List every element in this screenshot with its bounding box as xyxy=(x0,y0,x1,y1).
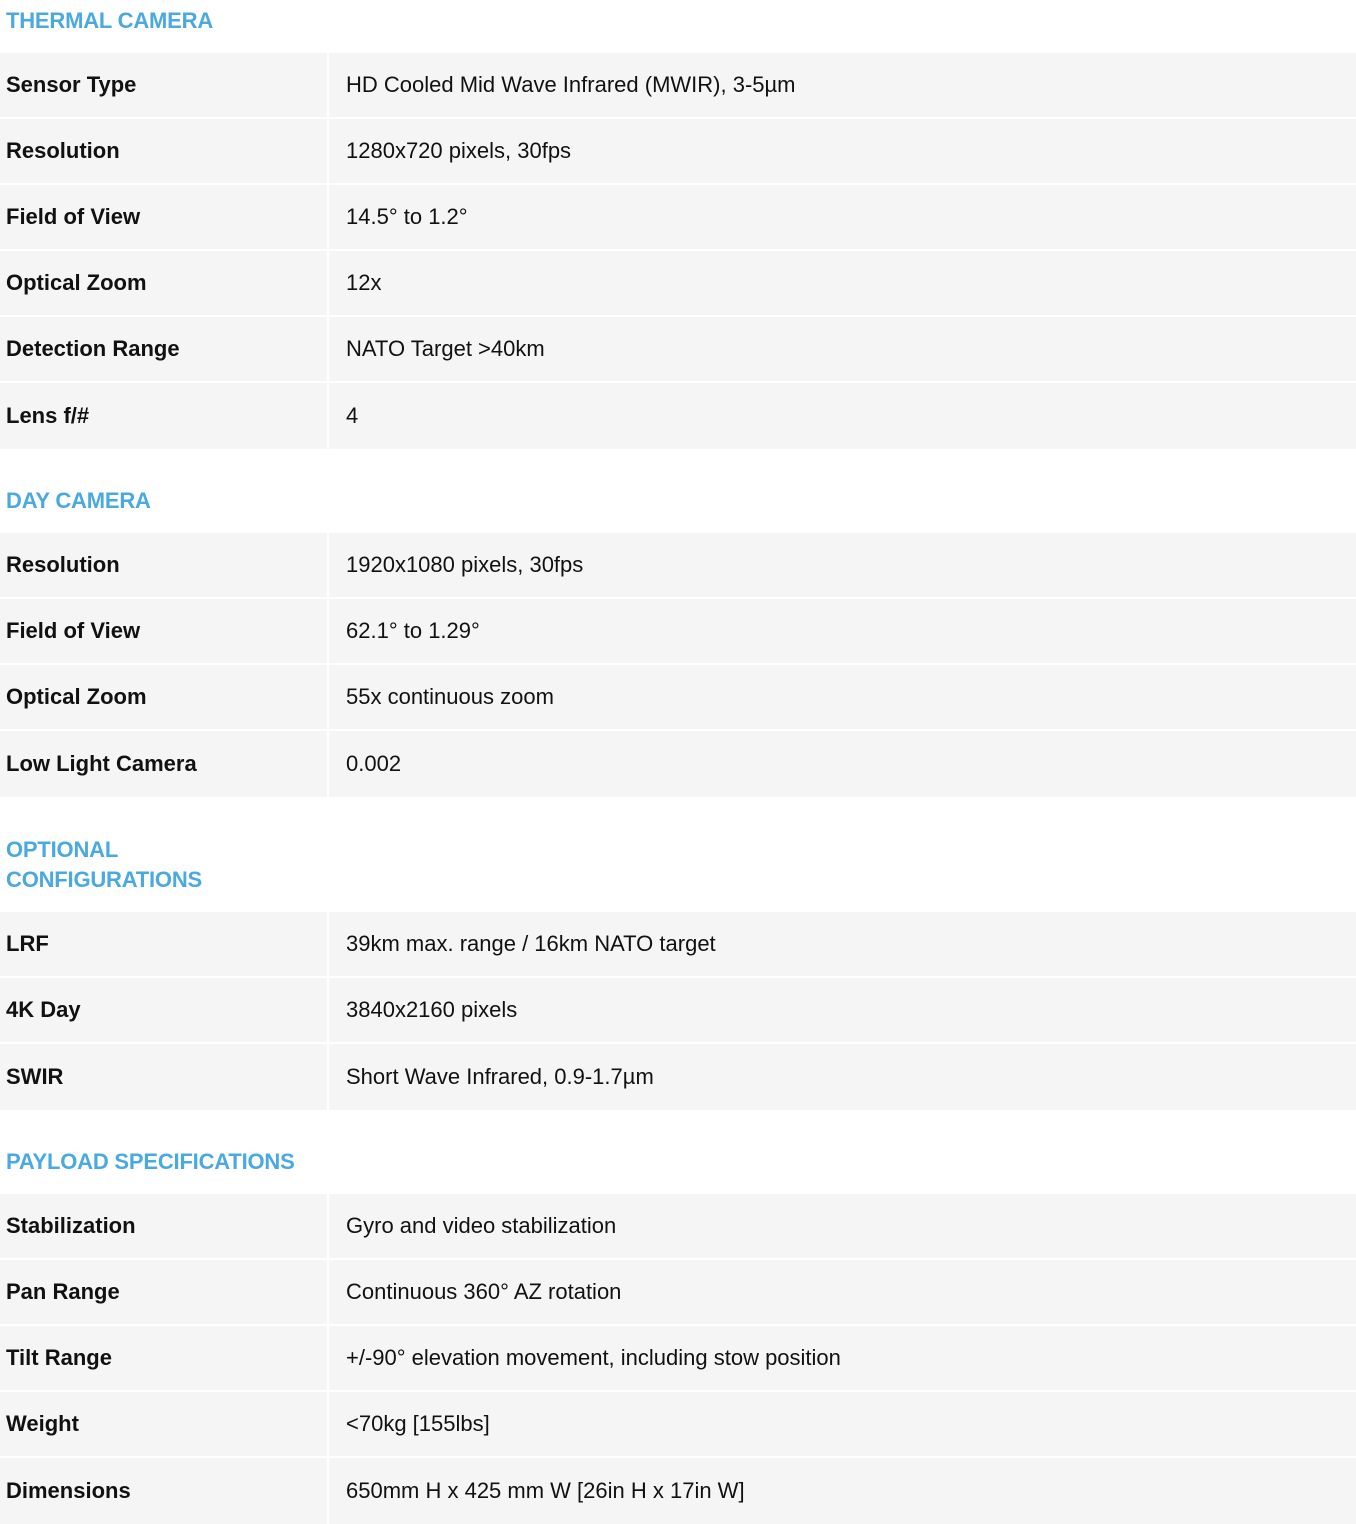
spec-label: Pan Range xyxy=(0,1260,329,1324)
spec-value: HD Cooled Mid Wave Infrared (MWIR), 3-5µm xyxy=(346,72,796,97)
spec-label: Dimensions xyxy=(0,1458,329,1524)
spec-label: LRF xyxy=(0,912,329,976)
spec-table-day-camera xyxy=(0,533,1356,797)
table-row xyxy=(0,978,1356,1044)
spec-value: Short Wave Infrared, 0.9-1.7µm xyxy=(346,1064,654,1089)
spec-label: Detection Range xyxy=(0,317,329,381)
table-row xyxy=(0,383,1356,449)
spec-table-thermal-camera xyxy=(0,53,1356,449)
table-row xyxy=(0,53,1356,119)
spec-value: Gyro and video stabilization xyxy=(346,1213,617,1238)
table-row xyxy=(0,185,1356,251)
section-title-line: OPTIONAL xyxy=(6,837,119,862)
spec-label: Resolution xyxy=(0,119,329,183)
spec-label: 4K Day xyxy=(0,978,329,1042)
spec-label: Optical Zoom xyxy=(0,251,329,315)
spec-value: 4 xyxy=(346,403,359,428)
spec-table-optional-configurations xyxy=(0,912,1356,1110)
spec-label: Sensor Type xyxy=(0,53,329,117)
table-row xyxy=(0,533,1356,599)
spec-value: 62.1° to 1.29° xyxy=(346,618,480,643)
section-title-optional-configurations xyxy=(0,797,1356,912)
table-row xyxy=(0,317,1356,383)
spec-value: 39km max. range / 16km NATO target xyxy=(346,931,716,956)
spec-label: Stabilization xyxy=(0,1194,329,1258)
table-row xyxy=(0,119,1356,185)
spec-label: Low Light Camera xyxy=(0,731,329,797)
table-row xyxy=(0,665,1356,731)
table-row xyxy=(0,1326,1356,1392)
spec-value: 55x continuous zoom xyxy=(346,684,554,709)
section-title-payload-specifications: PAYLOAD SPECIFICATIONS xyxy=(6,1149,295,1174)
spec-value: 14.5° to 1.2° xyxy=(346,204,468,229)
table-row xyxy=(0,912,1356,978)
spec-value: 1280x720 pixels, 30fps xyxy=(346,138,572,163)
spec-label: Lens f/# xyxy=(0,383,329,449)
table-row xyxy=(0,1044,1356,1110)
spec-label: Optical Zoom xyxy=(0,665,329,729)
spec-table-payload-specifications xyxy=(0,1194,1356,1524)
spec-value: Continuous 360° AZ rotation xyxy=(346,1279,622,1304)
spec-label: Weight xyxy=(0,1392,329,1456)
spec-value: +/-90° elevation movement, including stow position xyxy=(346,1345,841,1370)
spec-value: 0.002 xyxy=(346,751,402,776)
spec-value: 12x xyxy=(346,270,382,295)
spec-label: Field of View xyxy=(0,185,329,249)
spec-label: Field of View xyxy=(0,599,329,663)
spec-label: Tilt Range xyxy=(0,1326,329,1390)
spec-value: <70kg [155lbs] xyxy=(346,1411,490,1436)
section-title-thermal-camera: THERMAL CAMERA xyxy=(6,8,214,33)
section-title-day-camera: DAY CAMERA xyxy=(6,488,151,513)
spec-label: SWIR xyxy=(0,1044,329,1110)
table-row xyxy=(0,1194,1356,1260)
table-row xyxy=(0,251,1356,317)
spec-value: 1920x1080 pixels, 30fps xyxy=(346,552,584,577)
spec-value: NATO Target >40km xyxy=(346,336,545,361)
table-row xyxy=(0,731,1356,797)
table-row xyxy=(0,1392,1356,1458)
spec-label: Resolution xyxy=(0,533,329,597)
table-row xyxy=(0,1260,1356,1326)
spec-value: 3840x2160 pixels xyxy=(346,997,518,1022)
table-row xyxy=(0,1458,1356,1524)
spec-value: 650mm H x 425 mm W [26in H x 17in W] xyxy=(346,1478,745,1503)
section-title-line: CONFIGURATIONS xyxy=(6,867,203,892)
table-row xyxy=(0,599,1356,665)
